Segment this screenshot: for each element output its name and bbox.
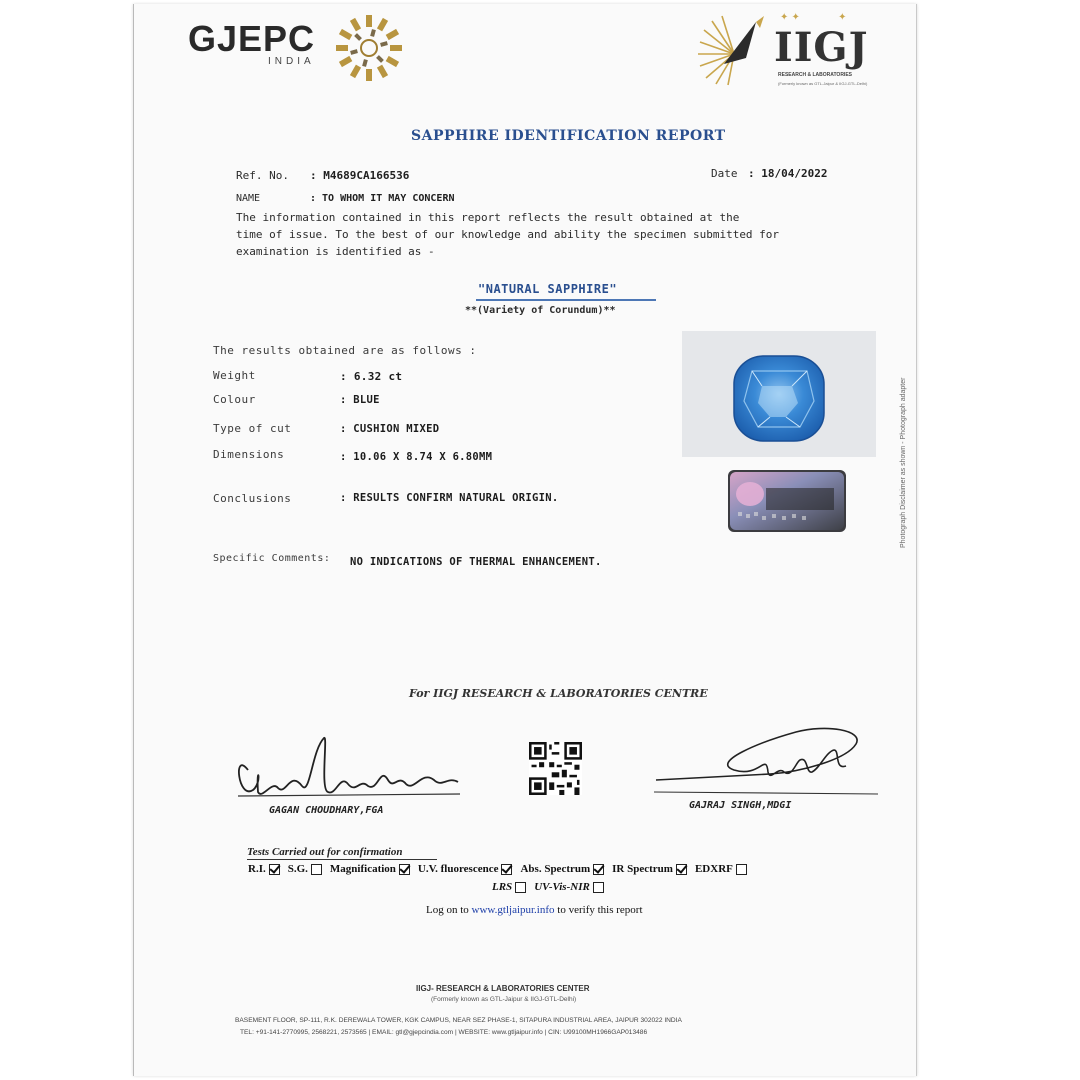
verify-link[interactable]: www.gtljaipur.info bbox=[471, 904, 555, 916]
qr-code-icon bbox=[529, 742, 582, 795]
verify-line bbox=[426, 904, 643, 916]
dimensions-label: Dimensions bbox=[213, 448, 285, 461]
intro-line-2: time of issue. To the best of our knowledge and ability the specimen submitted for bbox=[236, 228, 780, 241]
ref-value: : M4689CA166536 bbox=[310, 169, 410, 182]
identification-result: "NATURAL SAPPHIRE" bbox=[478, 282, 618, 296]
iigj-emblem-icon bbox=[694, 14, 766, 86]
sapphire-gem-icon bbox=[682, 331, 876, 457]
test-ir-label: IR Spectrum bbox=[612, 863, 673, 875]
conclusions-label: Conclusions bbox=[213, 492, 292, 505]
gjepc-emblem-icon bbox=[330, 12, 408, 84]
test-magnification-label: Magnification bbox=[329, 863, 396, 875]
gjepc-india-text: INDIA bbox=[268, 56, 315, 67]
test-sg-checkbox bbox=[311, 864, 322, 875]
test-sg bbox=[288, 863, 322, 875]
test-edxrf-label: EDXRF bbox=[694, 863, 733, 875]
tests-row-2 bbox=[492, 881, 612, 893]
identification-underline bbox=[476, 299, 656, 301]
test-uvvis-checkbox bbox=[593, 882, 604, 893]
test-ri bbox=[248, 863, 280, 875]
footer-contact: TEL: +91-141-2770995, 2568221, 2573565 | EMAIL: gtl@gjepcindia.com | WEBSITE: www.gtljaipur.info | CIN: U99100MH1966GAP013486 bbox=[240, 1029, 648, 1036]
test-uvvis-label: UV-Vis-NIR bbox=[534, 881, 590, 893]
colour-value: : BLUE bbox=[340, 394, 380, 406]
date-value: : 18/04/2022 bbox=[748, 167, 828, 180]
test-abs-label: Abs. Spectrum bbox=[520, 863, 591, 875]
iigj-logo-subtitle: RESEARCH & LABORATORIES bbox=[778, 72, 852, 78]
gem-photo bbox=[682, 331, 876, 457]
test-ir bbox=[612, 863, 687, 875]
tests-row-1 bbox=[248, 863, 755, 875]
test-lrs-label: LRS bbox=[492, 881, 513, 893]
test-lrs bbox=[492, 881, 526, 893]
cut-label: Type of cut bbox=[213, 422, 292, 435]
footer-title: IIGJ- RESEARCH & LABORATORIES CENTER bbox=[416, 984, 590, 993]
iigj-stars-icon: ✦ ✦ ✦ bbox=[780, 12, 847, 23]
comments-label: Specific Comments: bbox=[213, 553, 331, 564]
weight-label: Weight bbox=[213, 369, 256, 382]
test-edxrf bbox=[695, 863, 747, 875]
test-magnification-checkbox bbox=[399, 864, 410, 875]
test-edxrf-checkbox bbox=[736, 864, 747, 875]
dimensions-value: : 10.06 X 8.74 X 6.80MM bbox=[340, 451, 493, 463]
tests-heading: Tests Carried out for confirmation bbox=[247, 846, 403, 858]
test-uvvis bbox=[534, 881, 604, 893]
test-abs bbox=[520, 863, 604, 875]
ref-label: Ref. No. bbox=[236, 169, 289, 182]
intro-line-3: examination is identified as - bbox=[236, 245, 435, 258]
test-uv bbox=[418, 863, 513, 875]
gjepc-logo-text: GJEPC bbox=[188, 18, 316, 59]
cut-value: : CUSHION MIXED bbox=[340, 423, 440, 435]
test-uv-label: U.V. fluorescence bbox=[417, 863, 499, 875]
hologram-sticker-icon bbox=[728, 470, 846, 532]
left-signature-icon bbox=[228, 730, 468, 810]
conclusions-value: : RESULTS CONFIRM NATURAL ORIGIN. bbox=[340, 492, 559, 504]
test-abs-checkbox bbox=[593, 864, 604, 875]
right-signature-icon bbox=[650, 722, 882, 800]
report-title: SAPPHIRE IDENTIFICATION REPORT bbox=[411, 128, 726, 144]
tests-heading-underline bbox=[247, 859, 437, 860]
colour-label: Colour bbox=[213, 393, 256, 406]
comments-value: NO INDICATIONS OF THERMAL ENHANCEMENT. bbox=[350, 556, 602, 568]
verify-suffix: to verify this report bbox=[557, 904, 643, 916]
test-ri-label: R.I. bbox=[248, 863, 266, 875]
test-magnification bbox=[330, 863, 410, 875]
footer-subtitle: (Formerly known as GTL-Jaipur & IIGJ-GTL-Delhi) bbox=[431, 996, 577, 1003]
name-value: : TO WHOM IT MAY CONCERN bbox=[310, 193, 455, 204]
test-ri-checkbox bbox=[269, 864, 280, 875]
weight-value: : 6.32 ct bbox=[340, 370, 403, 383]
right-signatory-name: GAJRAJ SINGH,MDGI bbox=[689, 800, 792, 811]
test-ir-checkbox bbox=[676, 864, 687, 875]
for-centre-line: For IIGJ RESEARCH & LABORATORIES CENTRE bbox=[409, 687, 708, 700]
date-label: Date bbox=[711, 167, 738, 180]
iigj-logo-subtitle-2: (Formerly known as GTL-Jaipur & IIGJ-GTL-Delhi) bbox=[778, 81, 868, 86]
name-label: NAME bbox=[236, 193, 261, 204]
test-sg-label: S.G. bbox=[287, 863, 308, 875]
test-uv-checkbox bbox=[501, 864, 512, 875]
footer-address: BASEMENT FLOOR, SP-111, R.K. DEREWALA TOWER, KGK CAMPUS, NEAR SEZ PHASE-1, SITAPURA INDUSTRIAL AREA, JAIPUR 302022 INDIA bbox=[235, 1017, 682, 1024]
variety-text: **(Variety of Corundum)** bbox=[465, 305, 616, 316]
test-lrs-checkbox bbox=[515, 882, 526, 893]
results-intro: The results obtained are as follows : bbox=[213, 344, 477, 357]
iigj-logo-text: IIGJ bbox=[774, 24, 869, 71]
verify-prefix: Log on to bbox=[426, 904, 469, 916]
left-signatory-name: GAGAN CHOUDHARY,FGA bbox=[269, 805, 384, 816]
hologram-seal bbox=[728, 470, 846, 532]
intro-line-1: The information contained in this report reflects the result obtained at the bbox=[236, 211, 740, 224]
photo-disclaimer: Photograph Disclaimer as shown - Photograph adapter bbox=[900, 377, 907, 548]
